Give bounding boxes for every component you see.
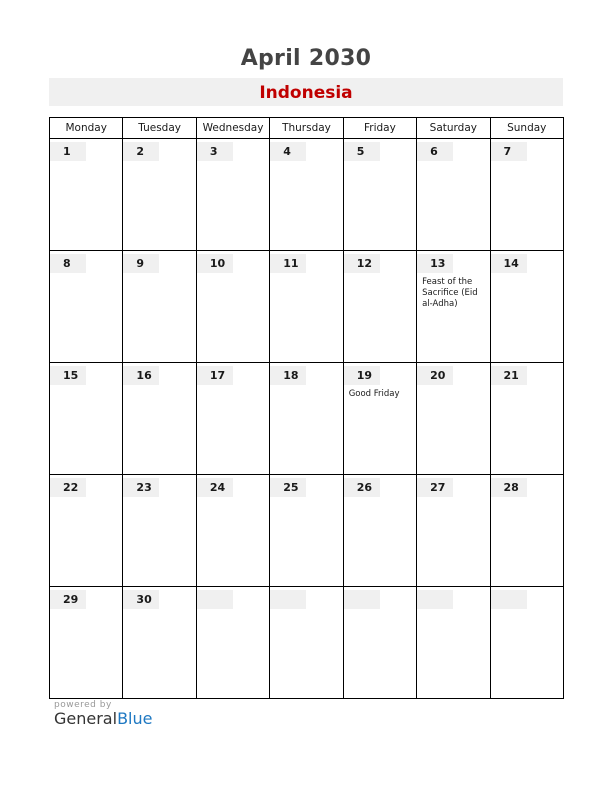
day-number: 28 xyxy=(491,478,527,497)
day-cell xyxy=(50,475,123,587)
day-number xyxy=(270,590,306,609)
brand-general: General xyxy=(54,709,118,728)
day-number: 22 xyxy=(50,478,86,497)
day-number: 23 xyxy=(123,478,159,497)
day-cell xyxy=(270,251,343,363)
day-number: 30 xyxy=(123,590,159,609)
day-number: 9 xyxy=(123,254,159,273)
day-cell xyxy=(417,587,490,699)
day-number: 3 xyxy=(197,142,233,161)
day-cell xyxy=(490,587,563,699)
day-cell xyxy=(417,363,490,475)
day-number: 6 xyxy=(417,142,453,161)
day-cell xyxy=(196,587,269,699)
day-cell xyxy=(196,139,269,251)
week-row xyxy=(50,587,564,699)
day-cell xyxy=(123,139,196,251)
week-row xyxy=(50,251,564,363)
weekday-header: Friday xyxy=(343,118,416,139)
day-number: 4 xyxy=(270,142,306,161)
day-cell xyxy=(50,139,123,251)
calendar-title: April 2030 xyxy=(240,46,372,71)
day-cell xyxy=(343,475,416,587)
day-number: 2 xyxy=(123,142,159,161)
day-number xyxy=(491,590,527,609)
day-number: 18 xyxy=(270,366,306,385)
day-number xyxy=(344,590,380,609)
weekday-header: Wednesday xyxy=(196,118,269,139)
day-number: 1 xyxy=(50,142,86,161)
holiday-label: Feast of the Sacrifice (Eid al-Adha) xyxy=(422,277,478,309)
day-number: 14 xyxy=(491,254,527,273)
day-cell xyxy=(123,587,196,699)
country-name: Indonesia xyxy=(259,83,353,103)
day-cell xyxy=(50,251,123,363)
day-cell xyxy=(270,587,343,699)
day-number: 11 xyxy=(270,254,306,273)
day-number: 26 xyxy=(344,478,380,497)
day-number xyxy=(417,590,453,609)
day-number: 7 xyxy=(491,142,527,161)
day-cell xyxy=(417,139,490,251)
day-number: 13 xyxy=(417,254,453,273)
day-number: 19 xyxy=(344,366,380,385)
day-cell xyxy=(196,363,269,475)
day-cell xyxy=(343,139,416,251)
day-number: 10 xyxy=(197,254,233,273)
day-cell xyxy=(196,251,269,363)
footer xyxy=(54,700,152,728)
weekday-header: Saturday xyxy=(417,118,490,139)
day-number: 27 xyxy=(417,478,453,497)
weekday-header: Thursday xyxy=(270,118,343,139)
day-cell xyxy=(343,363,416,475)
day-cell xyxy=(490,475,563,587)
day-number: 16 xyxy=(123,366,159,385)
week-row xyxy=(50,363,564,475)
day-cell xyxy=(270,139,343,251)
day-number: 21 xyxy=(491,366,527,385)
day-number: 17 xyxy=(197,366,233,385)
day-cell xyxy=(417,251,490,363)
day-cell xyxy=(270,475,343,587)
week-row xyxy=(50,139,564,251)
day-cell xyxy=(417,475,490,587)
day-number: 20 xyxy=(417,366,453,385)
day-cell xyxy=(490,251,563,363)
weekday-header: Tuesday xyxy=(123,118,196,139)
country-banner xyxy=(49,78,563,106)
calendar-grid xyxy=(49,117,564,699)
day-number: 15 xyxy=(50,366,86,385)
day-number: 25 xyxy=(270,478,306,497)
brand-logo xyxy=(54,710,152,728)
day-cell xyxy=(123,475,196,587)
week-row xyxy=(50,475,564,587)
day-number: 12 xyxy=(344,254,380,273)
day-number: 5 xyxy=(344,142,380,161)
day-cell xyxy=(343,251,416,363)
day-cell xyxy=(50,363,123,475)
day-cell xyxy=(343,587,416,699)
day-cell xyxy=(270,363,343,475)
powered-by-text: powered by xyxy=(54,700,112,710)
day-cell xyxy=(490,139,563,251)
day-number: 8 xyxy=(50,254,86,273)
day-cell xyxy=(123,363,196,475)
day-number xyxy=(197,590,233,609)
day-cell xyxy=(196,475,269,587)
day-cell xyxy=(490,363,563,475)
day-cell xyxy=(123,251,196,363)
weekday-header: Sunday xyxy=(490,118,563,139)
day-cell xyxy=(50,587,123,699)
day-number: 24 xyxy=(197,478,233,497)
day-number: 29 xyxy=(50,590,86,609)
weekday-header: Monday xyxy=(50,118,123,139)
brand-blue: Blue xyxy=(117,709,153,728)
weekday-header-row xyxy=(50,118,564,139)
holiday-label: Good Friday xyxy=(348,389,400,399)
calendar-body xyxy=(50,139,564,699)
